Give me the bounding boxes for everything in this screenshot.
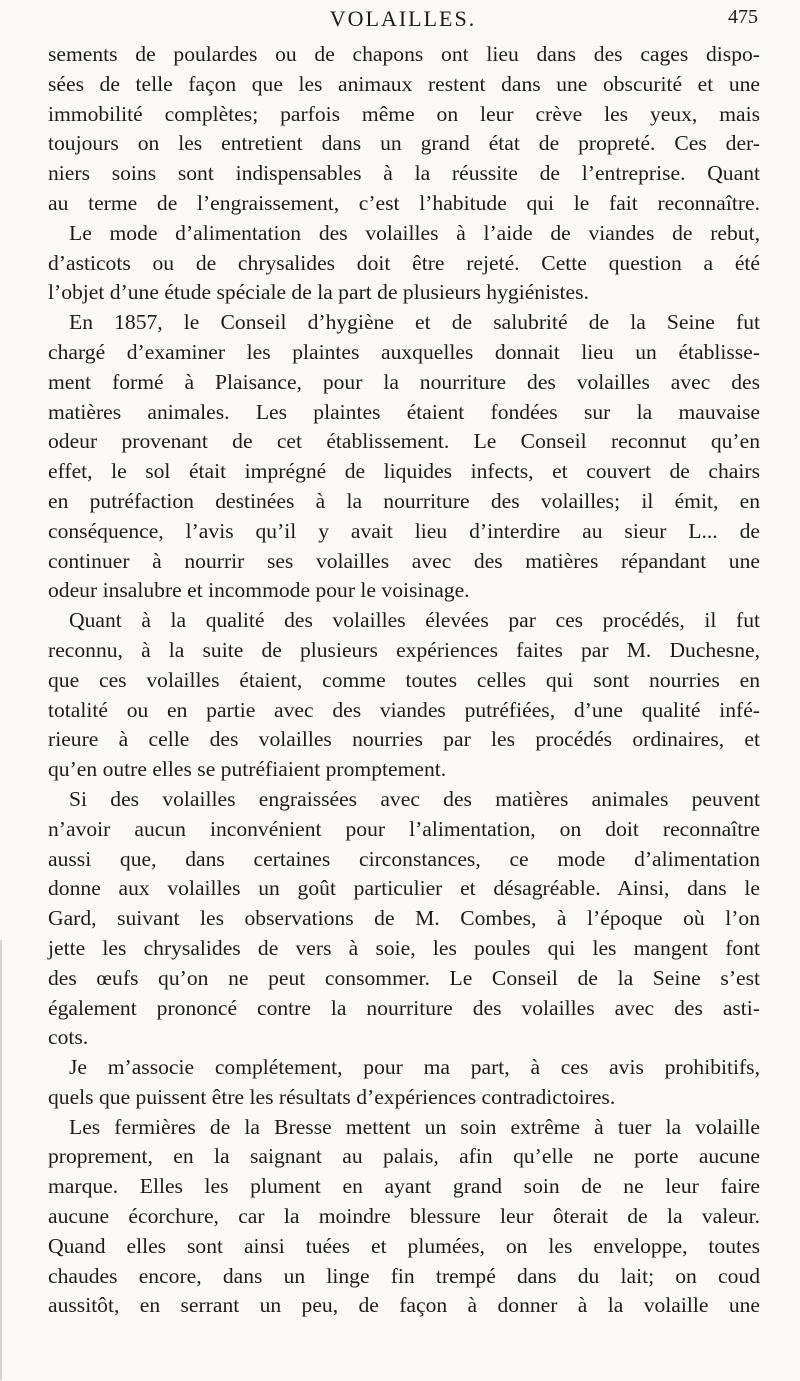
- text-line: niers soins sont indispensables à la réussite de l’entreprise. Quant: [48, 161, 760, 186]
- text-line: continuer à nourrir ses volailles avec des matières répandant une: [48, 548, 760, 573]
- text-line: Si des volailles engraissées avec des matières animales peuvent: [69, 786, 760, 811]
- running-head: [48, 6, 758, 40]
- text-line: Gard, suivant les observations de M. Combes, à l’époque où l’on: [48, 906, 760, 931]
- text-line: en putréfaction destinées à la nourriture des volailles; il émit, en: [48, 488, 760, 513]
- text-line: marque. Elles les plument en ayant grand soin de ne leur faire: [48, 1174, 760, 1199]
- text-line: Je m’associe complétement, pour ma part, à ces avis prohibitifs,: [69, 1055, 760, 1080]
- text-line: sées de telle façon que les animaux restent dans une obscurité et une: [48, 71, 760, 96]
- text-line: qu’en outre elles se putréfiaient promptement.: [48, 757, 447, 782]
- text-line: odeur provenant de cet établissement. Le Conseil reconnut qu’en: [48, 429, 760, 454]
- text-line: Les fermières de la Bresse mettent un soin extrême à tuer la volaille: [69, 1114, 760, 1139]
- text-line: immobilité complètes; parfois même on leur crève les yeux, mais: [48, 101, 760, 126]
- text-line: En 1857, le Conseil d’hygiène et de salubrité de la Seine fut: [69, 310, 760, 335]
- text-line: Le mode d’alimentation des volailles à l’aide de viandes de rebut,: [69, 220, 760, 245]
- text-line: reconnu, à la suite de plusieurs expériences faites par M. Duchesne,: [48, 637, 760, 662]
- body-text: [48, 40, 760, 1321]
- text-line: aucune écorchure, car la moindre blessure leur ôterait de la valeur.: [48, 1204, 760, 1229]
- text-line: cots.: [48, 1025, 89, 1050]
- text-line: matières animales. Les plaintes étaient fondées sur la mauvaise: [48, 399, 760, 424]
- text-line: quels que puissent être les résultats d’expériences contradictoires.: [48, 1084, 616, 1109]
- text-line: chaudes encore, dans un linge fin trempé dans du lait; on coud: [48, 1263, 760, 1288]
- text-line: effet, le sol était imprégné de liquides infects, et couvert de chairs: [48, 459, 760, 484]
- text-line: aussitôt, en serrant un peu, de façon à donner à la volaille une: [48, 1293, 760, 1318]
- text-line: proprement, en la saignant au palais, afin qu’elle ne porte aucune: [48, 1144, 760, 1169]
- text-line: rieure à celle des volailles nourries par les procédés ordinaires, et: [48, 727, 760, 752]
- text-line: odeur insalubre et incommode pour le voisinage.: [48, 578, 470, 603]
- text-line: des œufs qu’on ne peut consommer. Le Conseil de la Seine s’est: [48, 965, 760, 990]
- page-edge-shadow: [0, 940, 2, 1380]
- text-line: sements de poulardes ou de chapons ont lieu dans des cages dispo-: [48, 42, 760, 66]
- text-line: ment formé à Plaisance, pour la nourriture des volailles avec des: [48, 369, 760, 394]
- text-line: n’avoir aucun inconvénient pour l’alimentation, on doit reconnaître: [48, 816, 760, 841]
- text-line: donne aux volailles un goût particulier et désagréable. Ainsi, dans le: [48, 876, 760, 901]
- text-line: Quand elles sont ainsi tuées et plumées, on les enveloppe, toutes: [48, 1233, 760, 1258]
- text-line: toujours on les entretient dans un grand état de propreté. Ces der-: [48, 131, 760, 156]
- running-title: VOLAILLES.: [329, 6, 477, 31]
- text-line: jette les chrysalides de vers à soie, les poules qui les mangent font: [48, 935, 760, 960]
- text-line: chargé d’examiner les plaintes auxquelles donnait lieu un établisse-: [48, 339, 760, 364]
- text-line: également prononcé contre la nourriture des volailles avec des asti-: [48, 995, 760, 1020]
- text-line: conséquence, l’avis qu’il y avait lieu d’interdire au sieur L... de: [48, 518, 760, 543]
- page-number: 475: [728, 6, 758, 28]
- text-line: totalité ou en partie avec des viandes putréfiées, d’une qualité infé-: [48, 697, 760, 722]
- text-line: l’objet d’une étude spéciale de la part de plusieurs hygiénistes.: [48, 280, 589, 305]
- text-line: aussi que, dans certaines circonstances, ce mode d’alimentation: [48, 846, 760, 871]
- text-line: d’asticots ou de chrysalides doit être rejeté. Cette question a été: [48, 250, 760, 275]
- text-line: Quant à la qualité des volailles élevées par ces procédés, il fut: [69, 608, 760, 633]
- text-line: au terme de l’engraissement, c’est l’habitude qui le fait reconnaître.: [48, 190, 760, 215]
- text-line: que ces volailles étaient, comme toutes celles qui sont nourries en: [48, 667, 760, 692]
